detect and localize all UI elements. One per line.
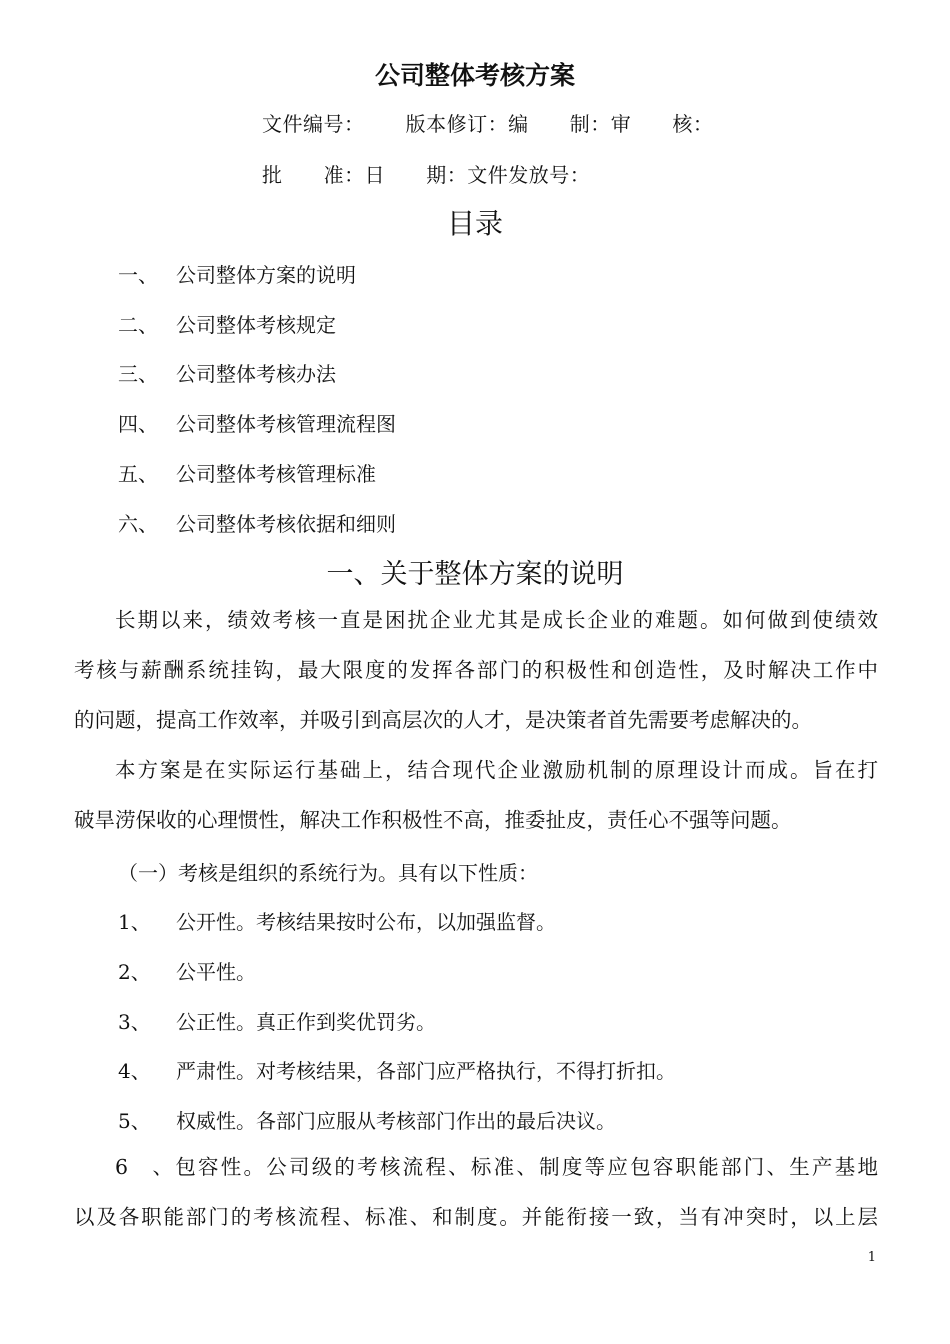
toc-item-number: 四、 [118, 412, 158, 436]
paragraph-line: 的问题，提高工作效率，并吸引到高层次的人才，是决策者首先需要考虑解决的。 [74, 708, 812, 732]
toc-item-text: 公司整体考核办法 [176, 362, 336, 386]
toc-heading: 目录 [446, 207, 503, 240]
toc-item-number: 二、 [118, 313, 158, 337]
list-item-number: 1、 [118, 910, 151, 934]
toc-item-text: 公司整体考核规定 [176, 313, 336, 337]
list-item-text: 严肃性。对考核结果，各部门应严格执行，不得打折扣。 [176, 1059, 676, 1083]
toc-item [118, 508, 396, 537]
list-item [118, 1105, 616, 1134]
list-item-text: 权威性。各部门应服从考核部门作出的最后决议。 [176, 1109, 616, 1133]
document-meta-line-1: 文件编号： 版本修订：编 制：审 核： [262, 112, 714, 136]
toc-item-number: 三、 [118, 362, 158, 386]
list-item [118, 1006, 436, 1035]
list-item [118, 956, 256, 985]
paragraph-line: 本方案是在实际运行基础上，结合现代企业激励机制的原理设计而成。旨在打 [115, 758, 878, 782]
list-item-number: 4、 [118, 1059, 151, 1083]
list-item-text: 公平性。 [176, 960, 256, 984]
toc-item-number: 六、 [118, 512, 158, 536]
list-item [74, 1142, 878, 1242]
toc-item [118, 259, 356, 288]
toc-item-number: 五、 [118, 462, 158, 486]
toc-item-text: 公司整体方案的说明 [176, 263, 356, 287]
list-item [118, 1055, 676, 1084]
toc-item [118, 358, 336, 387]
toc-item-text: 公司整体考核依据和细则 [176, 512, 396, 536]
toc-item [118, 408, 396, 437]
list-item-text: 公正性。真正作到奖优罚劣。 [176, 1010, 436, 1034]
list-item-text: 包容性。公司级的考核流程、标准、制度等应包容职能部门、生产基地 [173, 1155, 878, 1179]
paragraph-line: 考核与薪酬系统挂钩，最大限度的发挥各部门的积极性和创造性，及时解决工作中 [74, 658, 878, 682]
list-item-text: 公开性。考核结果按时公布，以加强监督。 [176, 910, 556, 934]
document-meta-line-2: 批 准：日 期：文件发放号： [262, 163, 591, 187]
toc-item [118, 458, 376, 487]
list-item-number: 5、 [118, 1109, 151, 1133]
paragraph-line: 长期以来，绩效考核一直是困扰企业尤其是成长企业的难题。如何做到使绩效 [115, 608, 878, 632]
list-item-number: 3、 [118, 1010, 151, 1034]
body-paragraph [74, 745, 878, 845]
toc-item-number: 一、 [118, 263, 158, 287]
list-item-number: 6、 [115, 1155, 173, 1179]
body-paragraph [74, 595, 878, 745]
page-number: 1 [867, 1250, 876, 1265]
toc-item-text: 公司整体考核管理标准 [176, 462, 376, 486]
toc-item-text: 公司整体考核管理流程图 [176, 412, 396, 436]
toc-item [118, 309, 336, 338]
paragraph-line: 以及各职能部门的考核流程、标准、和制度。并能衔接一致，当有冲突时，以上层 [74, 1205, 878, 1229]
list-item-number: 2、 [118, 960, 151, 984]
subsection-heading: （一）考核是组织的系统行为。具有以下性质： [118, 861, 538, 885]
list-item [118, 906, 556, 935]
paragraph-line [74, 1142, 878, 1192]
document-title: 公司整体考核方案 [374, 61, 575, 90]
paragraph-line: 破旱涝保收的心理惯性，解决工作积极性不高，推委扯皮，责任心不强等问题。 [74, 808, 792, 832]
section-heading: 一、关于整体方案的说明 [326, 559, 624, 590]
